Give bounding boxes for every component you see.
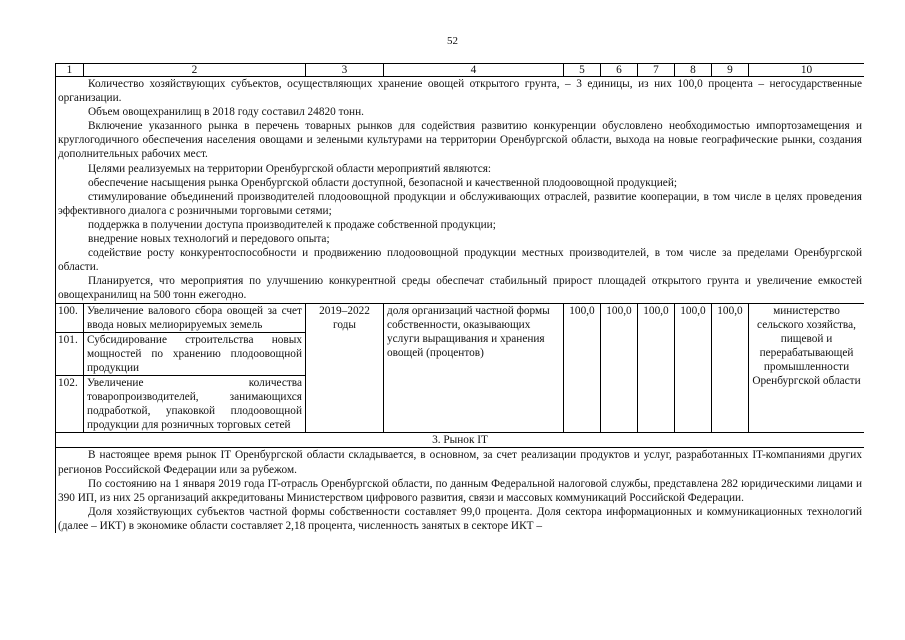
- measure-name: Субсидирование строительства новых мощностей по хранению плодоовощной продукции: [84, 332, 306, 375]
- measures-table: [55, 63, 864, 533]
- period-cell: 2019–2022 годы: [306, 303, 384, 433]
- col-header: 6: [601, 64, 638, 77]
- col-header: 4: [384, 64, 564, 77]
- value-cell: 100,0: [564, 303, 601, 433]
- col-header: 7: [638, 64, 675, 77]
- paragraph: внедрение новых технологий и передового опыта;: [88, 233, 330, 246]
- paragraph: Планируется, что мероприятия по улучшению конкурентной среды обеспечат стабильный прирост площадей открытого грунта и увеличение емкостей овощехранилищ на 500 тонн ежегодно.: [58, 275, 862, 302]
- col-header: 9: [712, 64, 749, 77]
- paragraph: обеспечение насыщения рынка Оренбургской области доступной, безопасной и качественной плодоовощной продукцией;: [88, 176, 678, 189]
- col-header: 3: [306, 64, 384, 77]
- page-number: 52: [447, 35, 458, 47]
- col-header: 2: [84, 64, 306, 77]
- value-cell: 100,0: [601, 303, 638, 433]
- paragraph: поддержка в получении доступа производителей к продаже собственной продукции;: [88, 218, 496, 231]
- row-number: 102.: [56, 375, 84, 432]
- value-cell: 100,0: [675, 303, 712, 433]
- indicator-cell: доля организаций частной формы собственности, оказывающих услуги выращивания и хранения овощей (процентов): [384, 303, 564, 433]
- section-title: 3. Рынок IT: [56, 433, 865, 448]
- responsible-cell: министерство сельского хозяйства, пищевой и перерабатывающей промышленности Оренбургской области: [749, 303, 865, 433]
- bottom-text-row: [56, 448, 865, 533]
- measure-name: Увеличение количества товаропроизводителей, занимающихся подработкой, упаковкой плодоовощной продукции для розничных торговых сетей: [84, 375, 306, 432]
- intro-text-row: [56, 77, 865, 304]
- col-header: 10: [749, 64, 865, 77]
- value-cell: 100,0: [638, 303, 675, 433]
- paragraph: Количество хозяйствующих субъектов, осуществляющих хранение овощей открытого грунта, – 3 единицы, из них 100,0 процента – негосударственные организации.: [58, 78, 862, 105]
- paragraph: В настоящее время рынок IT Оренбургской области складывается, в основном, за счет реализации продуктов и услуг, разработанных IT-компаниями других регионов Российской Федерации или за рубежом.: [58, 449, 862, 476]
- table-row: [56, 303, 865, 332]
- paragraph: По состоянию на 1 января 2019 года IT-отрасль Оренбургской области, по данным Федеральной налоговой службы, представлена 282 юридическими лицами и 390 ИП, из них 25 организаций аккредитованы Министерством цифрового развития, связи и массовых коммуникаций Российской Федерации.: [58, 477, 862, 504]
- row-number: 100.: [56, 303, 84, 332]
- col-header: 8: [675, 64, 712, 77]
- paragraph: содействие росту конкурентоспособности и продвижению плодоовощной продукции местных производителей, в том числе за пределами Оренбургской области.: [58, 247, 862, 274]
- paragraph: Включение указанного рынка в перечень товарных рынков для содействия развитию конкуренции обусловлено необходимостью импортозамещения и круглогодичного обеспечения населения овощами и зелеными культурами на территории Оренбургской области, выхода на новые географические рынки, создания дополнительных рабочих мест.: [58, 120, 862, 161]
- section-title-row: [56, 433, 865, 448]
- paragraph: Доля хозяйствующих субъектов частной формы собственности составляет 99,0 процента. Доля сектора информационных и коммуникационных технологий (далее – ИКТ) в экономике области составляет 2,18 процента, численность занятых в секторе ИКТ –: [58, 505, 862, 532]
- column-number-row: [56, 64, 865, 77]
- measure-name: Увеличение валового сбора овощей за счет ввода новых мелиорируемых земель: [84, 303, 306, 332]
- col-header: 5: [564, 64, 601, 77]
- document-table-area: [55, 63, 864, 595]
- paragraph: стимулирование объединений производителей плодоовощной продукции и обслуживающих отраслей, развитие кооперации, в том числе в целях проведения эффективного диалога с розничными торговыми сетями;: [58, 190, 862, 217]
- col-header: 1: [56, 64, 84, 77]
- paragraph: Целями реализуемых на территории Оренбургской области мероприятий являются:: [88, 162, 492, 175]
- row-number: 101.: [56, 332, 84, 375]
- paragraph: Объем овощехранилищ в 2018 году составил 24820 тонн.: [88, 106, 364, 119]
- value-cell: 100,0: [712, 303, 749, 433]
